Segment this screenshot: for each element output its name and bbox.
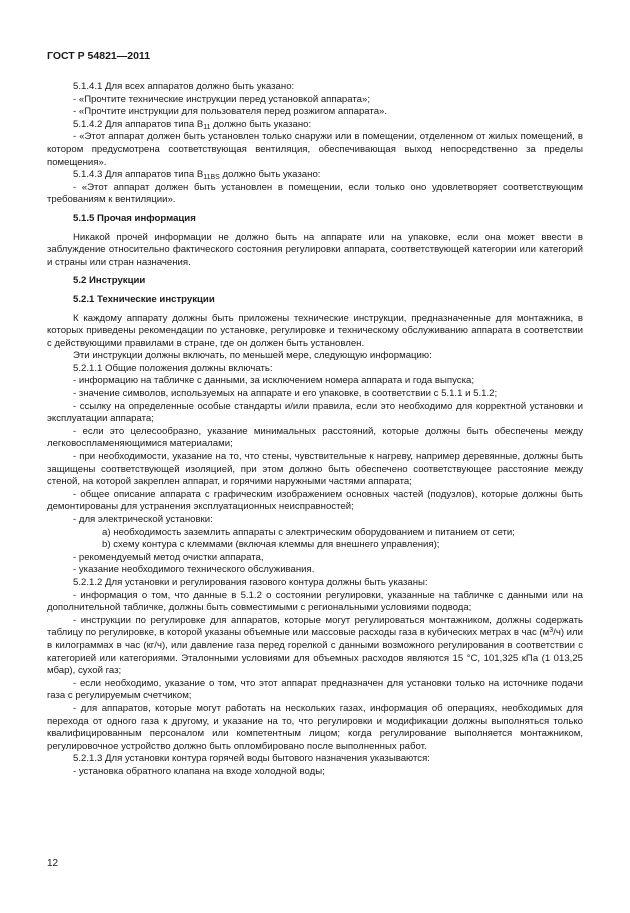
document-body	[47, 81, 583, 778]
document-header: ГОСТ Р 54821—2011	[47, 50, 151, 62]
paragraph	[47, 766, 583, 779]
superscript: 3	[549, 627, 554, 635]
page-number: 12	[47, 858, 59, 869]
paragraph-text: - инструкции по регулировке для аппаратов, которые могут регулироваться монтажником, должны содержать таблицу по регулировке, в которой указаны объемные или массовые расходы газа в кубических метрах в час (м	[47, 614, 583, 639]
paragraph-text: - если это целесообразно, указание минимальных расстояний, которые должны быть обеспечены между легковоспламеняющимися материалами;	[47, 425, 583, 450]
paragraph-text: - «Прочтите инструкции для пользователя перед розжигом аппарата».	[73, 106, 388, 118]
paragraph-text: - если необходимо, указание о том, что этот аппарат предназначен для установки только на источнике подачи газа с регулируемым счетчиком;	[47, 677, 583, 702]
paragraph	[47, 590, 583, 615]
paragraph-text-continued: должно быть указано:	[210, 118, 312, 130]
section-heading	[47, 213, 583, 226]
paragraph	[47, 753, 583, 766]
paragraph-text: - информацию на табличке с данными, за исключением номера аппарата и года выпуска;	[73, 375, 475, 387]
paragraph-text: - информация о том, что данные в 5.1.2 о состоянии регулировки, указанные на табличке с данными или на дополнительной табличке, должны быть совместимыми с региональными условиями подвода;	[47, 589, 583, 614]
paragraph	[47, 552, 583, 565]
paragraph-text: - для электрической установки:	[73, 514, 213, 525]
paragraph	[47, 313, 583, 351]
paragraph-text: 5.1.5 Прочая информация	[73, 212, 196, 224]
paragraph	[47, 678, 583, 703]
paragraph	[47, 94, 583, 107]
paragraph	[47, 514, 583, 527]
paragraph-text: - при необходимости, указание на то, что стены, чувствительные к нагреву, например деревянные, должны быть защищены соответствующей изоляцией, при этом должно быть обеспечено соответствующее расстояние между стеной, на которой закреплен аппарат, и горячими наружными частями аппарата;	[47, 451, 583, 488]
paragraph	[47, 401, 583, 426]
paragraph-text: a) необходимость заземлить аппараты с электрическим оборудованием и питанием от сети;	[102, 526, 515, 538]
paragraph	[47, 131, 583, 169]
paragraph	[47, 81, 583, 94]
paragraph-text: 5.1.4.3 Для аппаратов типа В	[73, 169, 204, 181]
paragraph-text: - рекомендуемый метод очистки аппарата,	[73, 551, 264, 563]
subscript: 11	[203, 123, 211, 131]
paragraph-text: 5.2.1.2 Для установки и регулирования газового контура должны быть указаны:	[73, 576, 428, 588]
paragraph	[47, 232, 583, 270]
paragraph-text-continued: должно быть указано:	[219, 169, 321, 181]
section-heading	[47, 275, 583, 288]
paragraph	[47, 451, 583, 489]
paragraph-text: - «Этот аппарат должен быть установлен только снаружи или в помещении, отделенном от жилых помещений, в котором предусмотрена соответствующая вентиляция, обеспечивающая выход непосредственно за пределы помещения».	[47, 131, 583, 168]
paragraph	[47, 350, 583, 363]
paragraph-text: Эти инструкции должны включать, по меньшей мере, следующую информацию:	[73, 350, 432, 362]
paragraph-text: - установка обратного клапана на входе холодной воды;	[73, 765, 325, 777]
paragraph	[47, 119, 583, 132]
paragraph	[47, 539, 583, 552]
paragraph	[47, 615, 583, 678]
paragraph-text: 5.2 Инструкции	[73, 275, 146, 287]
paragraph-text: 5.2.1.3 Для установки контура горячей воды бытового назначения указываются:	[73, 753, 430, 765]
paragraph	[47, 564, 583, 577]
paragraph	[47, 182, 583, 207]
paragraph-text: - указание необходимого технического обслуживания.	[73, 564, 315, 576]
paragraph-text: b) схему контура с клеммами (включая клеммы для внешнего управления);	[102, 539, 440, 551]
paragraph	[47, 363, 583, 376]
paragraph	[47, 527, 583, 540]
section-heading	[47, 294, 583, 307]
paragraph	[47, 703, 583, 753]
paragraph	[47, 577, 583, 590]
paragraph	[47, 489, 583, 514]
paragraph-text: - «Прочтите технические инструкции перед установкой аппарата»;	[73, 93, 370, 105]
paragraph-text: 5.1.4.2 Для аппаратов типа В	[73, 118, 204, 130]
paragraph-text: Никакой прочей информации не должно быть на аппарате или на упаковке, если она может ввести в заблуждение относительно фактического состояния регулировки аппарата, соответствующей категории или категорий и страны или стран назначения.	[47, 231, 583, 268]
paragraph-text: - для аппаратов, которые могут работать на нескольких газах, информация об операциях, необходимых для перехода от одного газа к другому, и указание на то, что регулировки и модификации должны выполняться только квалифицированным персоналом или компетентным лицом; когда регулирование выполняется монтажником, регулировочное устройство должно быть опломбировано после выполненных работ.	[47, 702, 583, 752]
paragraph-text: 5.2.1.1 Общие положения должны включать:	[73, 362, 273, 374]
paragraph-text: - значение символов, используемых на аппарате и его упаковке, в соответствии с 5.1.1 и 5.1.2;	[73, 388, 498, 400]
paragraph-text: 5.1.4.1 Для всех аппаратов должно быть указано:	[73, 81, 295, 92]
paragraph	[47, 388, 583, 401]
paragraph-text: 5.2.1 Технические инструкции	[73, 293, 215, 305]
paragraph-text: - ссылку на определенные особые стандарты и/или правила, если это необходимо для корректной установки и эксплуатации аппарата;	[47, 400, 583, 425]
paragraph	[47, 426, 583, 451]
paragraph-text-continued: /ч) или в килограммах в час (кг/ч), или давление газа перед горелкой с данными возможного регулирования в соответствии с категорией или категориями. Эталонными условиями для объемных расходов являются 15 °С, 101,325 кПа (1 013,25 мбар), сухой газ;	[47, 627, 584, 677]
paragraph	[47, 106, 583, 119]
paragraph-text: К каждому аппарату должны быть приложены технические инструкции, предназначенные для монтажника, в которых приведены рекомендации по установке, регулировке и техническому обслуживанию аппарата в соответствии с действующими правилами в стране, где он должен быть установлен.	[47, 312, 583, 349]
paragraph-text: - общее описание аппарата с графическим изображением основных частей (подузлов), которые должны быть демонтированы для устранения эксплуатационных неисправностей;	[47, 488, 583, 513]
paragraph	[47, 375, 583, 388]
subscript: 11BS	[203, 174, 220, 182]
paragraph-text: - «Этот аппарат должен быть установлен в помещении, если только оно удовлетворяет соответствующим требованиям к вентиляции».	[47, 181, 583, 206]
paragraph	[47, 169, 583, 182]
